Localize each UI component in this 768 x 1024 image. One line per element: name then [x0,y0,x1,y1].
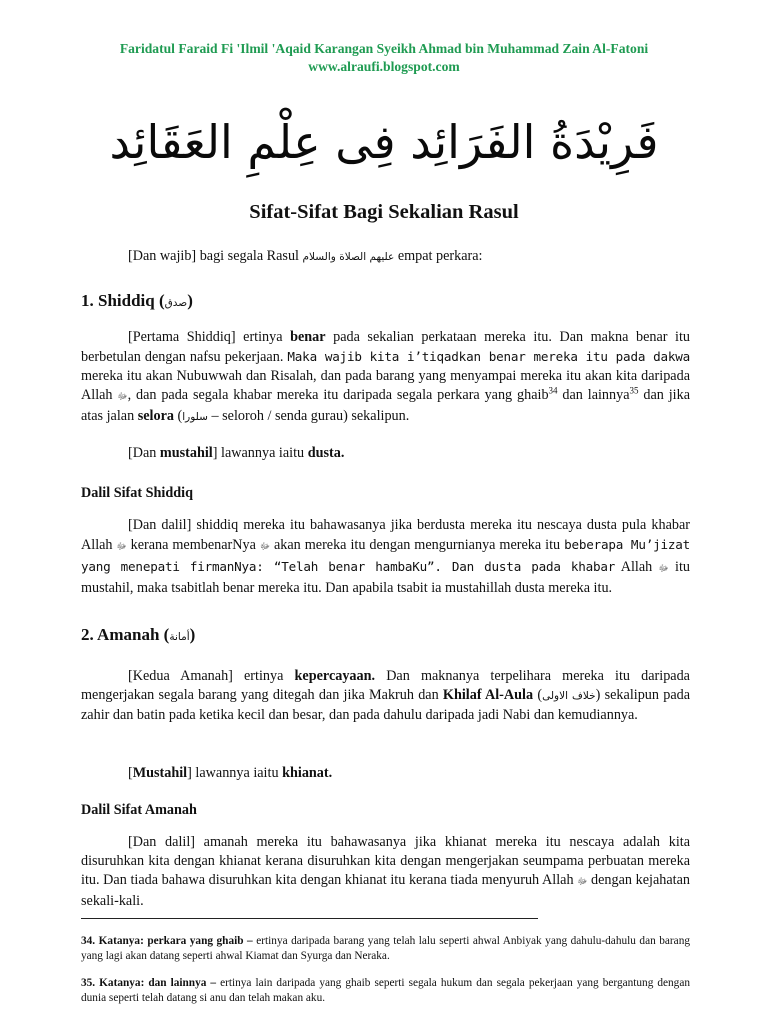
header-title: Faridatul Faraid Fi 'Ilmil 'Aqaid Karangan Syeikh Ahmad bin Muhammad Zain Al-Fatoni [119,41,649,56]
dalil-shiddiq-paragraph: [Dan dalil] shiddiq mereka itu bahawasanya jika berdusta mereka itu nescaya dusta pula khabar Allah ﷻ kerana membenarNya ﷻ akan mereka itu dengan mengurnianya mereka itu beberapa Mu’jizat yang menepati firmanNya: “Telah benar hambaKu”. Dan dusta pada khabar Allah ﷻ itu mustahil, maka tsabitlah benar mereka itu. Dan apabila tsabit ia mustahillah dusta mereka itu. [81,517,690,596]
shiddiq-paragraph: [Pertama Shiddiq] ertinya benar pada sekalian perkataan mereka itu. Dan makna benar itu berbetulan dengan nafsu pekerjaan. Maka wajib kita i’tiqadkan benar mereka itu pada dakwa mereka itu akan Nubuwwah dan Risalah, dan pada barang yang menyampai mereka itu akan kita daripada Allah ﷻ, dan pada segala khabar mereka itu daripada segala perkara yang ghaib$^{34}$ dan lainnya$^{35}$ dan jika atas jalan selora (سلورا – seloroh / senda gurau) sekalipun. [81,329,690,424]
intro-paragraph: [Dan wajib] bagi segala Rasul عليهم الصلاة والسلام empat perkara: [128,248,483,264]
footnote-35: 35. Katanya: dan lainnya – ertinya lain daripada yang ghaib seperti segala hukum dan segala pekerjaan yang bergantung dengan dunia seperti telah datang si anu dan telah makan aku. [81,977,690,1004]
arabic-salutation: عليهم الصلاة والسلام [302,251,395,263]
amanah-mustahil-paragraph: [Mustahil] lawannya iaitu khianat. [128,765,333,781]
shiddiq-mustahil-paragraph: [Dan mustahil] lawannya iaitu dusta. [128,445,345,461]
section-heading-amanah: 2. Amanah (أمانة) [81,625,196,644]
amanah-paragraph: [Kedua Amanah] ertinya kepercayaan. Dan maknanya terpelihara mereka itu daripada mengerjakan segala barang yang ditegah dan jika Makruh dan Khilaf Al-Aula (خلاف الاولى) sekalipun pada zahir dan batin pada ketika kecil dan besar, dan pada dahulu daripada jadi Nabi dan kemudiannya. [81,668,691,723]
honorific-glyph: ﷻ [117,392,128,402]
page-title: Sifat-Sifat Bagi Sekalian Rasul [249,201,519,223]
footnote-ref-34: 34 [548,385,558,396]
dalil-amanah-heading: Dalil Sifat Amanah [81,802,197,818]
dalil-shiddiq-heading: Dalil Sifat Shiddiq [81,485,193,501]
header-url[interactable]: www.alraufi.blogspot.com [308,59,460,74]
section-heading-shiddiq: 1. Shiddiq (صدق) [81,291,193,310]
arabic-calligraphy-title: فَرِيْدَةُ الفَرَائِد فِى عِلْمِ العَقَائِد [109,115,659,169]
footnote-divider [81,918,538,919]
footnote-ref-35: 35 [629,385,639,396]
footnote-34: 34. Katanya: perkara yang ghaib – ertinya daripada barang yang telah lalu seperti ahwal Anbiyak yang dahulu-dahulu dan barang yang lagi akan datang seperti ahwal Kiamat dan Syurga dan Neraka. [81,935,690,962]
dalil-amanah-paragraph: [Dan dalil] amanah mereka itu bahawasanya jika khianat mereka itu nescaya adalah kita disuruhkan kita dengan khianat kerana disuruhkan kita dengan mengerjakan seumpama perbuatan mereka itu. Dan tiada bahawa disuruhkan kita dengan khianat itu kerana tiada menyuruh Allah ﷻ dengan kejahatan sekali-kali. [81,834,690,909]
